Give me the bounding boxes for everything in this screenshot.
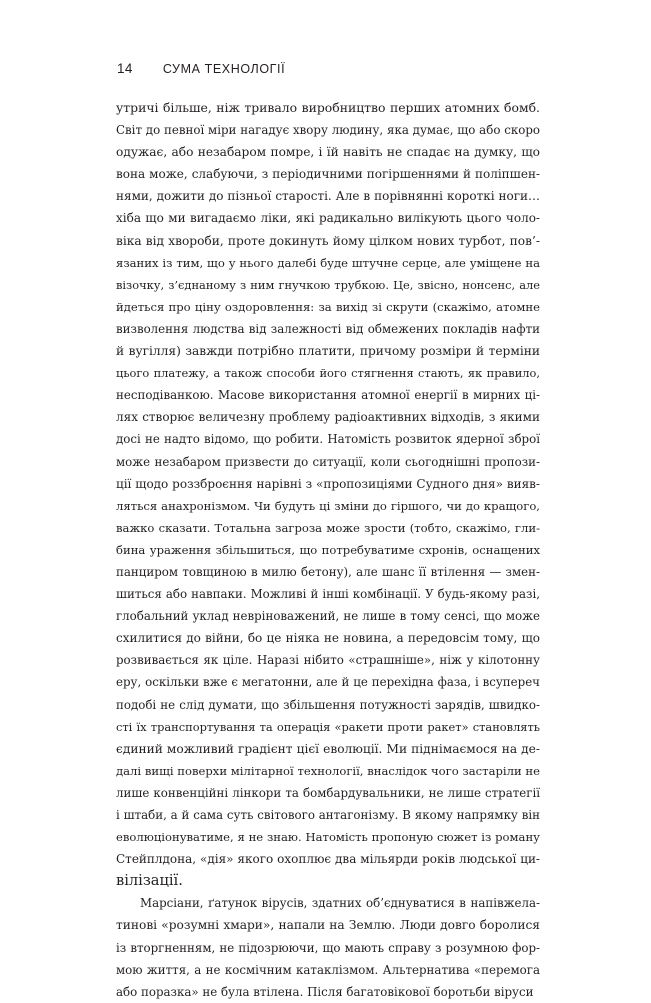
text-line: нями, дожити до пізньої старості. Але в порівнянні короткі ноги… (116, 189, 540, 204)
text-line: мою життя, а не космічним катаклізмом. Альтернатива «перемога (116, 962, 540, 977)
text-line: Стейплдона, «дія» якого охоплює два мільярди років людської ци- (116, 852, 540, 867)
text-line: еру, оскільки вже є мегатонни, але й це перехідна фаза, і всупереч (116, 675, 540, 690)
page-number: 14 (117, 61, 133, 76)
text-line: віка від хвороби, проте докинуть йому цілком нових турбот, пов’- (116, 233, 540, 248)
text-line: ляться анахронізмом. Чи будуть ці зміни до гіршого, чи до кращого, (116, 498, 540, 513)
text-line: бина ураження збільшиться, що потребуватиме схронів, оснащених (116, 542, 540, 557)
running-head (117, 61, 285, 76)
text-line: Світ до певної міри нагадує хвору людину, яка думає, що або скоро (116, 123, 540, 138)
text-line: визволення людства від залежності від обмежених покладів нафти (116, 321, 540, 336)
body-text (116, 97, 540, 1003)
text-line: досі не надто відомо, що робити. Натомість розвиток ядерної зброї (116, 432, 540, 447)
text-line: шиться або навпаки. Можливі й інші комбінації. У будь-якому разі, (116, 587, 540, 602)
text-line: вілізації. (116, 872, 183, 890)
text-line: глобальний уклад невріноважений, не лише в тому сенсі, що може (116, 609, 540, 624)
text-line: еволюціонуватиме, я не знаю. Натомість пропоную сюжет із роману (116, 830, 540, 845)
text-line: вона може, слабуючи, з періодичними погіршеннями й поліпшен- (116, 167, 540, 182)
paragraph (116, 892, 540, 1002)
text-line: із вторгненням, не підозрюючи, що мають справу з розумною фор- (116, 940, 540, 955)
text-line: може незабаром призвести до ситуації, коли сьогоднішні пропози- (116, 454, 540, 469)
text-line: й вугілля) завжди потрібно платити, причому розміри й терміни (116, 344, 540, 359)
text-line: одужає, або незабаром помре, і їй навіть не спадає на думку, що (116, 145, 540, 160)
text-line: несподіванкою. Масове використання атомної енергії в мирних ці- (116, 388, 540, 403)
text-line: єдиний можливий градієнт цієї еволюції. Ми піднімаємося на де- (116, 741, 540, 756)
text-line: язаних із тим, що у нього далебі буде штучне серце, але уміщене на (116, 255, 540, 270)
text-line: хіба що ми вигадаємо ліки, які радикально вилікують цього чоло- (116, 211, 540, 226)
text-line: цього платежу, а також способи його стягнення стають, як правило, (116, 366, 540, 381)
text-line: лях створює величезну проблему радіоактивних відходів, з якими (116, 410, 540, 425)
text-line: розвивається як ціле. Наразі нібито «страшніше», ніж у кілотонну (116, 653, 540, 668)
text-line: і штаби, а й сама суть світового антагонізму. В якому напрямку він (116, 808, 540, 822)
book-title: СУМА ТЕХНОЛОГІЇ (162, 62, 286, 76)
text-line: візочку, з’єднаному з ним гнучкою трубкою. Це, звісно, нонсенс, але (116, 277, 540, 292)
text-line: або поразка» не була втілена. Після багатовікової боротьби віруси (116, 984, 534, 999)
text-line: тинові «розумні хмари», напали на Землю. Люди довго боролися (116, 918, 540, 933)
text-line: лише конвенційні лінкори та бомбардувальники, не лише стратегії (116, 785, 540, 800)
text-line: ції щодо роззброєння нарівні з «пропозиціями Судного дня» вияв- (116, 476, 540, 491)
text-line: йдеться про ціну оздоровлення: за вихід зі скрути (скажімо, атомне (116, 299, 540, 314)
text-line: сті їх транспортування та операція «ракети проти ракет» становлять (116, 719, 540, 734)
text-line: панциром товщиною в милю бетону), але шанс її втілення — змен- (116, 564, 540, 579)
text-line: далі вищі поверхи мілітарної технології, внаслідок чого застаріли не (116, 763, 540, 778)
text-line: важко сказати. Тотальна загроза може зрости (тобто, скажімо, гли- (116, 520, 540, 535)
text-line: Марсіани, ґатунок вірусів, здатних об’єднуватися в напівжела- (140, 896, 540, 911)
text-line: подобі не слід думати, що збільшення потужності зарядів, швидко- (116, 697, 540, 712)
text-line: утричі більше, ніж тривало виробництво перших атомних бомб. (116, 100, 540, 115)
text-line: схилитися до війни, бо це ніяка не новина, а передовсім тому, що (116, 631, 540, 646)
paragraph (116, 97, 540, 892)
